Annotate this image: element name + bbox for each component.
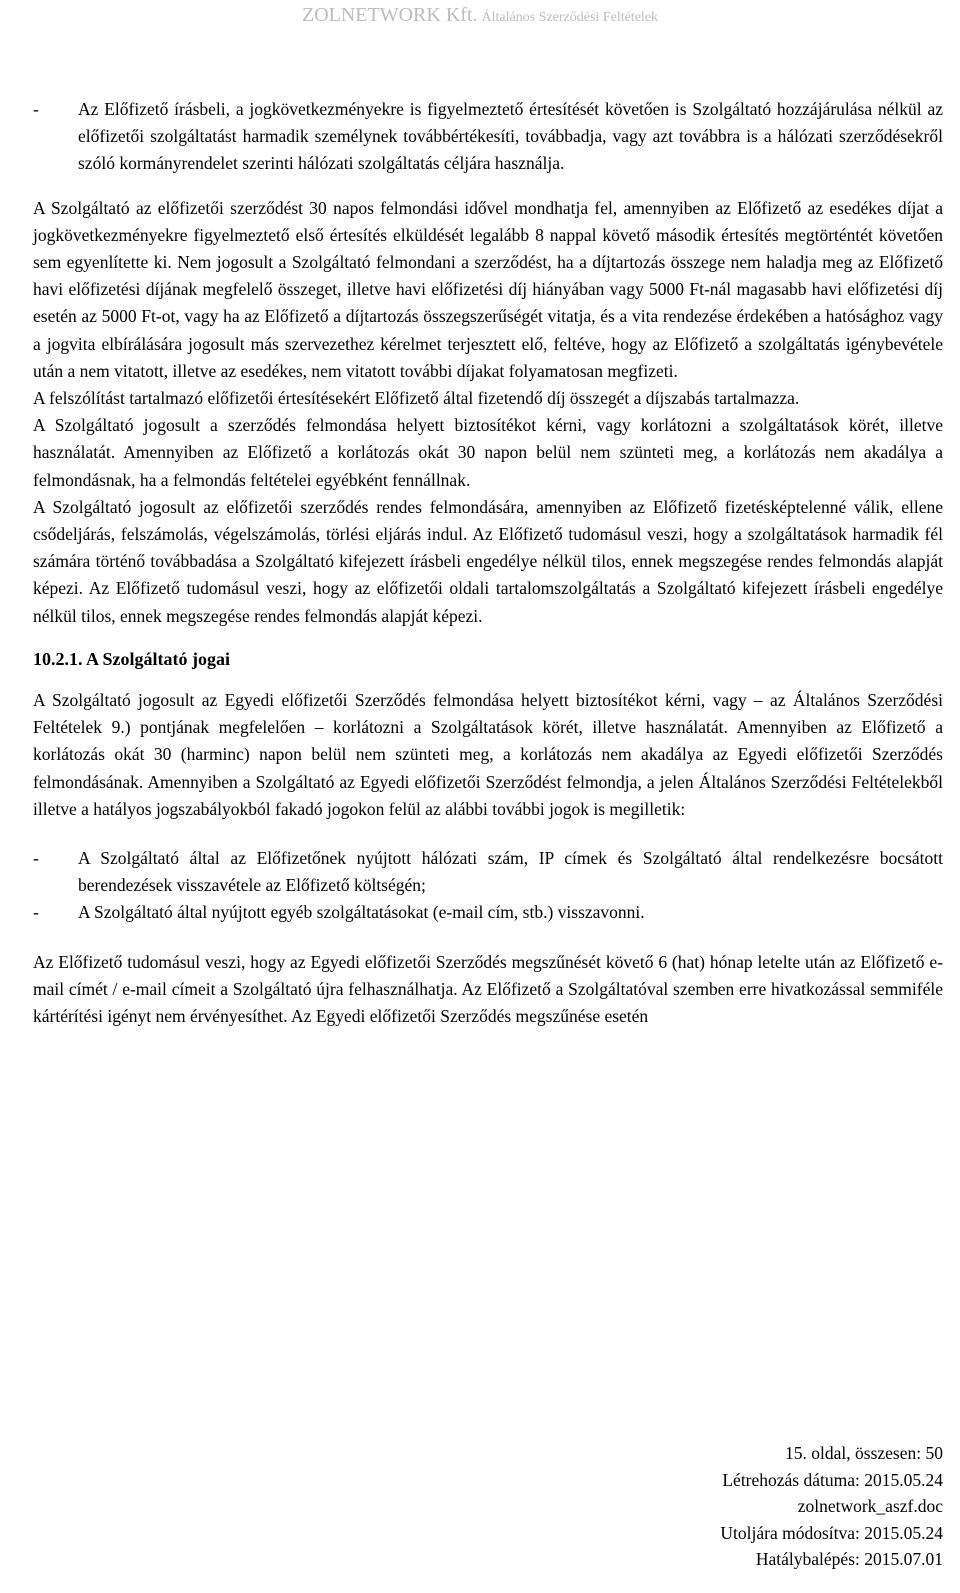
footer-effective-date: Hatálybalépés: 2015.07.01	[755, 1549, 943, 1569]
list-dash: -	[33, 99, 39, 119]
footer-modified-date: Utoljára módosítva: 2015.05.24	[720, 1522, 943, 1543]
paragraph: A Szolgáltató jogosult az Egyedi előfizetői Szerződés felmondása helyett biztosítékot kérni, vagy – az Általános Szerződési Feltételek 9.) pontjának megfelelően – korlátozni a Szolgáltatások körét, illetve használatát. Amennyiben az Előfizető a korlátozás okát 30 (harminc) napon belül nem szünteti meg, a korlátozás nem akadálya az Egyedi előfizetői Szerződés felmondásának. Amennyiben a Szolgáltató az Egyedi előfizetői Szerződést felmondja, a jelen Általános Szerződési Feltételekből illetve a hatályos jogszabályokból fakadó jogokon felül az alábbi további jogok is megilletik:	[33, 690, 943, 819]
footer-created-date: Létrehozás dátuma: 2015.05.24	[722, 1469, 943, 1490]
page-footer	[720, 1440, 943, 1573]
list-item-text: Az Előfizető írásbeli, a jogkövetkezményekre is figyelmeztető értesítését követően is Szolgáltató hozzájárulása nélkül az előfizetői szolgáltatást harmadik személynek továbbértékesíti, továbbadja, vagy azt továbbra is a hálózati szerződésekről szóló kormányrendelet szerinti hálózati szolgáltatás céljára használja.	[78, 99, 943, 174]
paragraph: A Szolgáltató jogosult a szerződés felmondása helyett biztosítékot kérni, vagy korlátozni a szolgáltatások körét, illetve használatát. Amennyiben az Előfizető a korlátozás okát 30 napon belül nem szünteti meg, a korlátozás nem akadálya a felmondásnak, ha a felmondás feltételei egyébként fennállnak.	[33, 415, 943, 490]
footer-page-number: 15. oldal, összesen: 50	[785, 1443, 943, 1463]
list-item	[33, 899, 943, 926]
list-item-text: A Szolgáltató által az Előfizetőnek nyújtott hálózati szám, IP címek és Szolgáltató által rendelkezésre bocsátott berendezések visszavétele az Előfizető költségén;	[78, 848, 943, 896]
paragraph: A felszólítást tartalmazó előfizetői értesítésekért Előfizető által fizetendő díj összegét a díjszabás tartalmazza.	[33, 388, 800, 409]
paragraph: Az Előfizető tudomásul veszi, hogy az Egyedi előfizetői Szerződés megszűnését követő 6 (hat) hónap letelte után az Előfizető e-mail címét / e-mail címeit a Szolgáltató újra felhasználhatja. Az Előfizető a Szolgáltatóval szemben erre hivatkozással semmiféle kártérítési igényt nem érvényesíthet. Az Egyedi előfizetői Szerződés megszűnése esetén	[33, 951, 943, 1027]
list-dash: -	[33, 848, 39, 869]
list-item-text: A Szolgáltató által nyújtott egyéb szolgáltatásokat (e-mail cím, stb.) visszavonni.	[78, 902, 645, 923]
paragraph: A Szolgáltató jogosult az előfizetői szerződés rendes felmondására, amennyiben az Előfizető fizetésképtelenné válik, ellene csődeljárás, felszámolás, végelszámolás, törlési eljárás indul. Az Előfizető tudomásul veszi, hogy a szolgáltatások harmadik fél számára történő továbbadása a Szolgáltató kifejezett írásbeli engedélye nélkül tilos, ennek megszegése rendes felmondás alapját képezi. Az Előfizető tudomásul veszi, hogy az előfizetői oldali tartalomszolgáltatás a Szolgáltató kifejezett írásbeli engedélye nélkül tilos, ennek megszegése rendes felmondás alapját képezi.	[33, 496, 943, 626]
page-header	[0, 4, 960, 27]
header-doc-title: Általános Szerződési Feltételek	[481, 10, 659, 25]
header-company: ZOLNETWORK Kft.	[301, 4, 478, 26]
list-item	[33, 845, 943, 899]
list-item	[33, 96, 943, 178]
list-dash: -	[33, 902, 39, 923]
paragraph: A Szolgáltató az előfizetői szerződést 30 napos felmondási idővel mondhatja fel, amennyiben az Előfizető az esedékes díjat a jogkövetkezményekre figyelmeztető első értesítés elküldését legalább 8 nappal követő második értesítés megtörténtét követően sem egyenlítette ki. Nem jogosult a Szolgáltató felmondani a szerződést, ha a díjtartozás összege nem haladja meg az Előfizető havi előfizetési díjának megfelelő összeget, illetve havi előfizetési díj hiányában vagy 5000 Ft-nál magasabb havi előfizetési díj esetén az 5000 Ft-ot, vagy ha az Előfizető a díjtartozás összegszerűségét vitatja, és a vita rendezése érdekében a hatósághoz vagy a jogvita elbírálására jogosult más szervezethez kérelmet terjesztett elő, feltéve, hogy az Előfizető a szolgáltatás igénybevétele után a nem vitatott, illetve az esedékes, nem vitatott további díjakat folyamatosan megfizeti.	[33, 197, 943, 381]
rights-list	[33, 845, 943, 927]
footer-filename: zolnetwork_aszf.doc	[797, 1496, 943, 1516]
document-body	[33, 96, 943, 1030]
section-heading: 10.2.1. A Szolgáltató jogai	[33, 648, 230, 669]
